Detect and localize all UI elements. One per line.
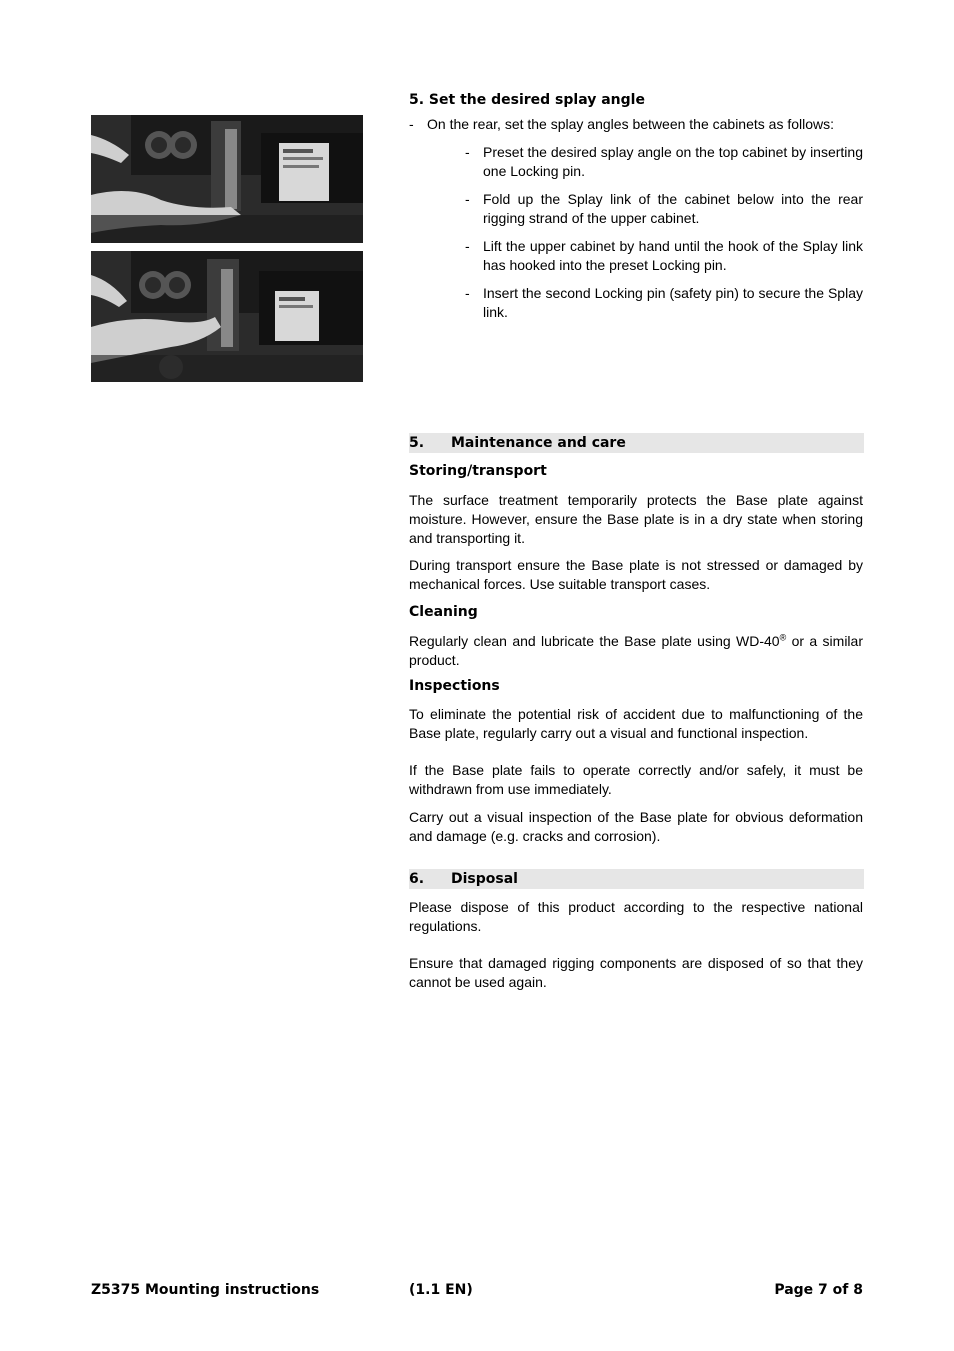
dash-marker: - xyxy=(465,238,470,254)
subheading-cleaning: Cleaning xyxy=(409,604,478,620)
cleaning-text-b: or a similar product. xyxy=(409,633,863,668)
dash-marker: - xyxy=(465,191,470,207)
section-number: 5. xyxy=(409,435,425,451)
paragraph: If the Base plate fails to operate correctly and/or safely, it must be withdrawn from use immediately. xyxy=(409,762,863,797)
step-item-3 xyxy=(465,237,863,275)
paragraph: Carry out a visual inspection of the Base plate for obvious deformation and damage (e.g. cracks and corrosion). xyxy=(409,809,863,844)
dash-marker: - xyxy=(465,144,470,160)
section-heading-maintenance xyxy=(409,433,864,453)
paragraph: The surface treatment temporarily protects the Base plate against moisture. However, ensure the Base plate is in a dry state when storing and transporting it. xyxy=(409,492,863,546)
subheading-inspections: Inspections xyxy=(409,678,500,694)
step-item-2 xyxy=(465,190,863,228)
paragraph: To eliminate the potential risk of accident due to malfunctioning of the Base plate, regularly carry out a visual and functional inspection. xyxy=(409,706,863,741)
section-number: 6. xyxy=(409,871,425,887)
step-intro-text: On the rear, set the splay angles between the cabinets as follows: xyxy=(427,116,835,132)
step-item-text: Fold up the Splay link of the cabinet below into the rear rigging strand of the upper cabinet. xyxy=(483,191,863,226)
registered-mark: ® xyxy=(779,632,787,643)
paragraph: Ensure that damaged rigging components are disposed of so that they cannot be used again. xyxy=(409,955,863,990)
dash-marker: - xyxy=(465,285,470,301)
step-item-text: Lift the upper cabinet by hand until the hook of the Splay link has hooked into the preset Locking pin. xyxy=(483,238,863,273)
footer-document-title: Z5375 Mounting instructions xyxy=(91,1282,320,1298)
step-item-1 xyxy=(465,143,863,181)
subheading-storing: Storing/transport xyxy=(409,463,547,479)
photo-top-rigging xyxy=(91,115,363,243)
step-item-text: Preset the desired splay angle on the top cabinet by inserting one Locking pin. xyxy=(483,144,863,179)
paragraph: During transport ensure the Base plate is not stressed or damaged by mechanical forces. Use suitable transport cases. xyxy=(409,557,863,592)
section-title: Maintenance and care xyxy=(451,435,626,451)
dash-marker: - xyxy=(409,116,414,132)
footer-page-number: Page 7 of 8 xyxy=(774,1282,863,1298)
step-item-4 xyxy=(465,284,863,322)
footer-version: (1.1 EN) xyxy=(409,1282,473,1298)
paragraph xyxy=(409,632,863,670)
photo-bottom-rigging xyxy=(91,251,363,382)
cleaning-text-a: Regularly clean and lubricate the Base plate using WD-40 xyxy=(409,633,780,649)
paragraph: Please dispose of this product according to the respective national regulations. xyxy=(409,899,863,934)
section-title: Disposal xyxy=(451,871,518,887)
photo-bottom-illustration xyxy=(91,251,363,382)
step-item-text: Insert the second Locking pin (safety pin) to secure the Splay link. xyxy=(483,285,863,320)
photo-top-illustration xyxy=(91,115,363,243)
section-heading-disposal xyxy=(409,869,864,889)
step-heading: 5. Set the desired splay angle xyxy=(409,92,645,108)
